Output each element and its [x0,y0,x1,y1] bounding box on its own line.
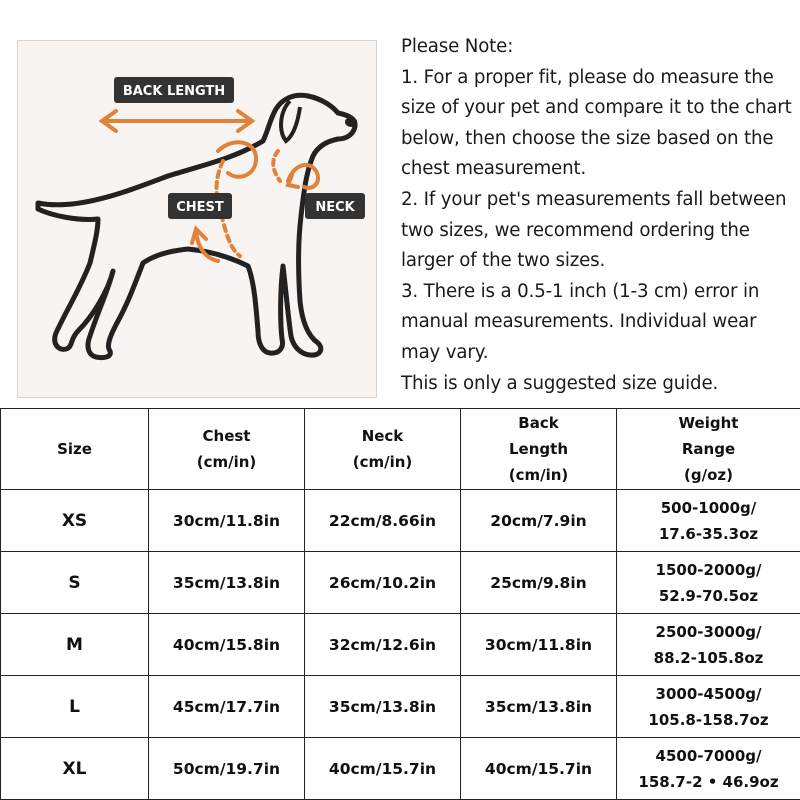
table-row [1,614,800,676]
chest-cell: 45cm/17.7in [149,676,305,738]
back-length-tag [114,77,234,103]
table-row [1,676,800,738]
back-length-arrow [102,111,252,131]
weight-cell: 500-1000g/ 17.6-35.3oz [617,490,800,552]
neck-cell: 26cm/10.2in [305,552,461,614]
back-cell: 20cm/7.9in [461,490,617,552]
neck-cell: 40cm/15.7in [305,738,461,800]
weight-cell: 3000-4500g/ 105.8-158.7oz [617,676,800,738]
note-line: manual measurements. Individual wear [401,311,757,333]
note-line: This is only a suggested size guide. [401,372,719,394]
header-weight-range: Weight Range (g/oz) [617,409,800,490]
back-cell: 25cm/9.8in [461,552,617,614]
dog-measurement-diagram [17,40,377,398]
dog-ear [281,101,300,141]
note-line: 3. There is a 0.5-1 inch (1-3 cm) error in [401,280,760,302]
note-line: Please Note: [401,36,514,57]
svg-text:NECK: NECK [315,200,355,215]
size-cell: XL [1,738,149,800]
note-line: two sizes, we recommend ordering the [401,219,750,241]
table-row [1,552,800,614]
size-cell: L [1,676,149,738]
dog-nose [345,117,357,127]
weight-cell: 1500-2000g/ 52.9-70.5oz [617,552,800,614]
size-chart-table [0,408,800,800]
weight-cell: 2500-3000g/ 88.2-105.8oz [617,614,800,676]
neck-cell: 22cm/8.66in [305,490,461,552]
note-line: size of your pet and compare it to the chart [401,97,792,119]
note-line: may vary. [401,341,489,363]
back-cell: 30cm/11.8in [461,614,617,676]
header-size: Size [1,409,149,490]
header-chest: Chest (cm/in) [149,409,305,490]
note-line: 1. For a proper fit, please do measure the [401,66,774,88]
chest-cell: 50cm/19.7in [149,738,305,800]
size-cell: M [1,614,149,676]
neck-tag [305,193,365,219]
size-cell: S [1,552,149,614]
svg-text:CHEST: CHEST [176,200,224,215]
note-line: below, then choose the size based on the [401,127,774,149]
svg-text:BACK LENGTH: BACK LENGTH [122,84,226,99]
dog-outline [38,95,355,357]
back-cell: 35cm/13.8in [461,676,617,738]
dog-illustration [18,41,378,399]
table-row [1,490,800,552]
chest-cell: 30cm/11.8in [149,490,305,552]
neck-cell: 35cm/13.8in [305,676,461,738]
table-row [1,738,800,800]
table-header-row [1,409,800,490]
header-back-length: Back Length (cm/in) [461,409,617,490]
chest-tag [168,193,232,219]
neck-cell: 32cm/12.6in [305,614,461,676]
sizing-note [401,32,796,399]
note-line: 2. If your pet's measurements fall between [401,188,787,210]
chest-cell: 35cm/13.8in [149,552,305,614]
weight-cell: 4500-7000g/ 158.7-2 • 46.9oz [617,738,800,800]
chest-cell: 40cm/15.8in [149,614,305,676]
note-line: larger of the two sizes. [401,250,606,272]
header-neck: Neck (cm/in) [305,409,461,490]
size-cell: XS [1,490,149,552]
note-line: chest measurement. [401,158,587,180]
back-cell: 40cm/15.7in [461,738,617,800]
